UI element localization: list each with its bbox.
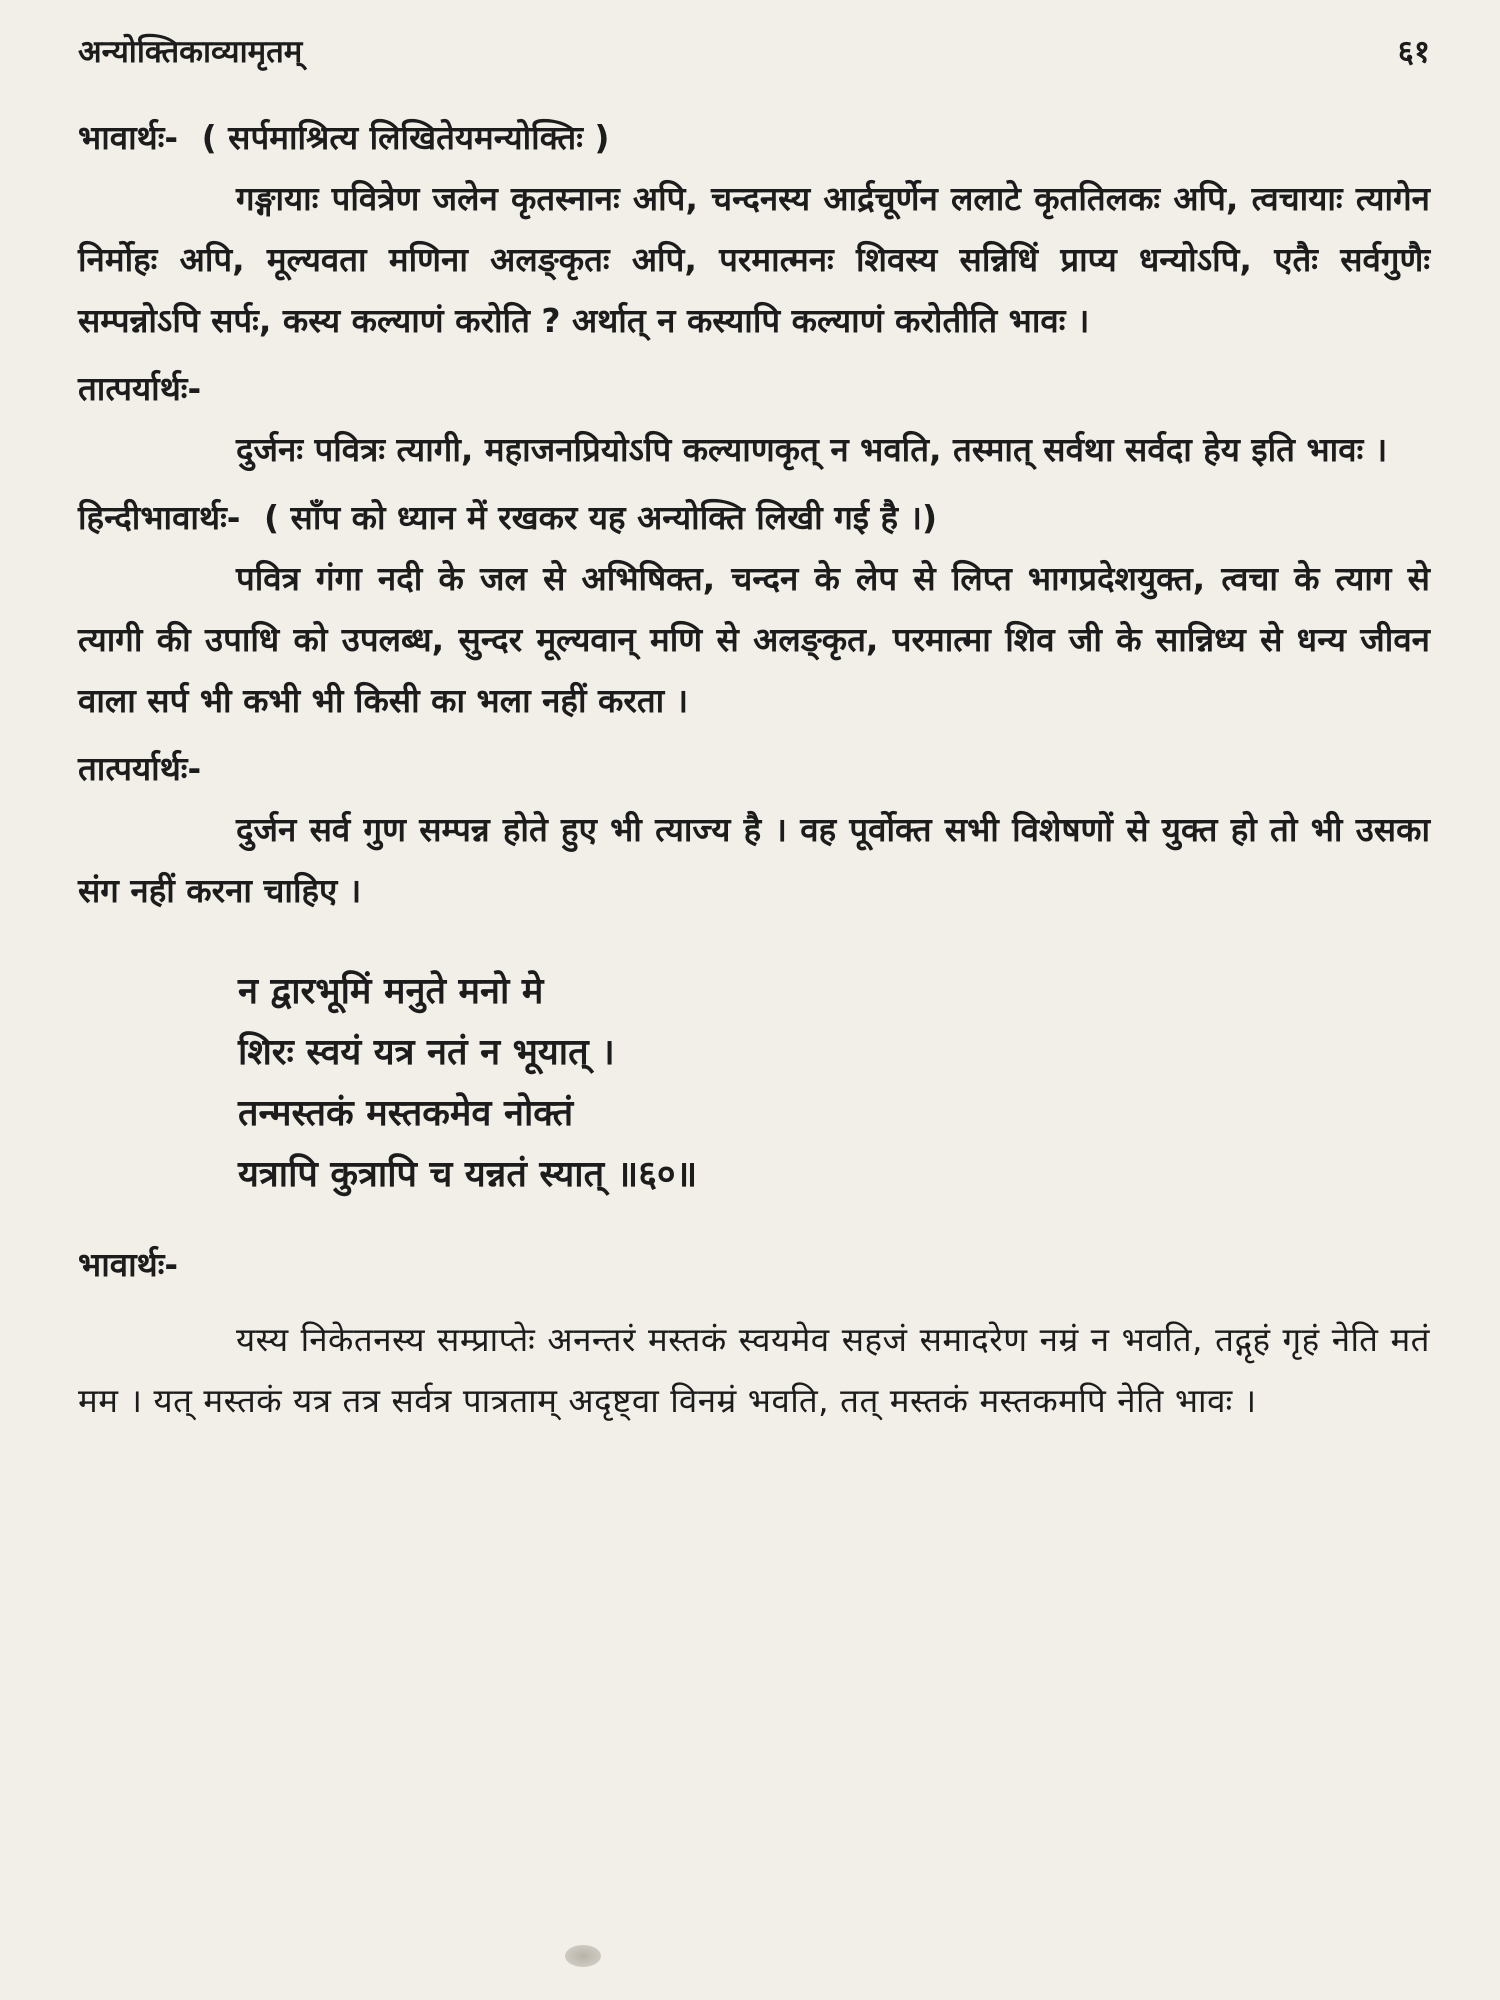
running-title: अन्योक्तिकाव्यामृतम् (78, 34, 303, 70)
page-number: ६१ (1397, 34, 1430, 70)
verse-block (238, 961, 1430, 1205)
heading-label: तात्पर्यार्थः- (78, 369, 202, 408)
section-heading-tatparyarth (78, 739, 1430, 799)
hindi-paragraph: दुर्जन सर्व गुण सम्पन्न होते हुए भी त्याज्य है । वह पूर्वोक्त सभी विशेषणों से युक्त हो तो भी उसका संग नहीं करना चाहिए । (78, 810, 1430, 910)
section-heading-hindi-bhavarth (78, 488, 1430, 548)
section-heading-bhavarth (78, 1235, 1430, 1295)
sanskrit-paragraph: दुर्जनः पवित्रः त्यागी, महाजनप्रियोऽपि कल्याणकृत् न भवति, तस्मात् सर्वथा सर्वदा हेय इति भावः । (236, 430, 1388, 469)
heading-subtitle: ( सर्पमाश्रित्य लिखितेयमन्योक्तिः ) (201, 118, 610, 157)
page-ornament (565, 1945, 601, 1967)
verse-line: तन्मस्तकं मस्तकमेव नोक्तं (238, 1093, 574, 1134)
heading-subtitle: ( साँप को ध्यान में रखकर यह अन्योक्ति लिखी गई है ।) (263, 498, 938, 537)
heading-label: भावार्थः- (78, 1245, 179, 1284)
verse-line: शिरः स्वयं यत्र नतं न भूयात् । (238, 1032, 615, 1073)
section-heading-bhavarth (78, 108, 1430, 168)
sanskrit-paragraph: यस्य निकेतनस्य सम्प्राप्तेः अनन्तरं मस्तकं स्वयमेव सहजं समादरेण नम्रं न भवति, तद्गृहं गृहं नेति मतं मम । यत् मस्तकं यत्र तत्र सर्वत्र पात्रताम् अदृष्ट्वा विनम्रं भवति, तत् मस्तकं मस्तकमपि नेति भावः । (78, 1320, 1430, 1420)
verse-line: यत्रापि कुत्रापि च यन्नतं स्यात् ॥६०॥ (238, 1154, 698, 1195)
sanskrit-paragraph: गङ्गायाः पवित्रेण जलेन कृतस्नानः अपि, चन्दनस्य आर्द्रचूर्णेन ललाटे कृततिलकः अपि, त्वचायाः त्यागेन निर्मोहः अपि, मूल्यवता मणिना अलङ्कृतः अपि, परमात्मनः शिवस्य सन्निधिं प्राप्य धन्योऽपि, एतैः सर्वगुणैः सम्पन्नोऽपि सर्पः, कस्य कल्याणं करोति ? अर्थात् न कस्यापि कल्याणं करोतीति भावः । (78, 179, 1430, 340)
page-header (78, 30, 1430, 100)
verse-line: न द्वारभूमिं मनुते मनो मे (238, 971, 544, 1012)
heading-label: तात्पर्यार्थः- (78, 749, 202, 788)
heading-label: भावार्थः- (78, 118, 179, 157)
heading-label: हिन्दीभावार्थः- (78, 498, 241, 537)
section-heading-tatparyarth (78, 359, 1430, 419)
hindi-paragraph: पवित्र गंगा नदी के जल से अभिषिक्त, चन्दन के लेप से लिप्त भागप्रदेशयुक्त, त्वचा के त्याग से त्यागी की उपाधि को उपलब्ध, सुन्दर मूल्यवान् मणि से अलङ्कृत, परमात्मा शिव जी के सान्निध्य से धन्य जीवन वाला सर्प भी कभी भी किसी का भला नहीं करता । (78, 559, 1430, 720)
